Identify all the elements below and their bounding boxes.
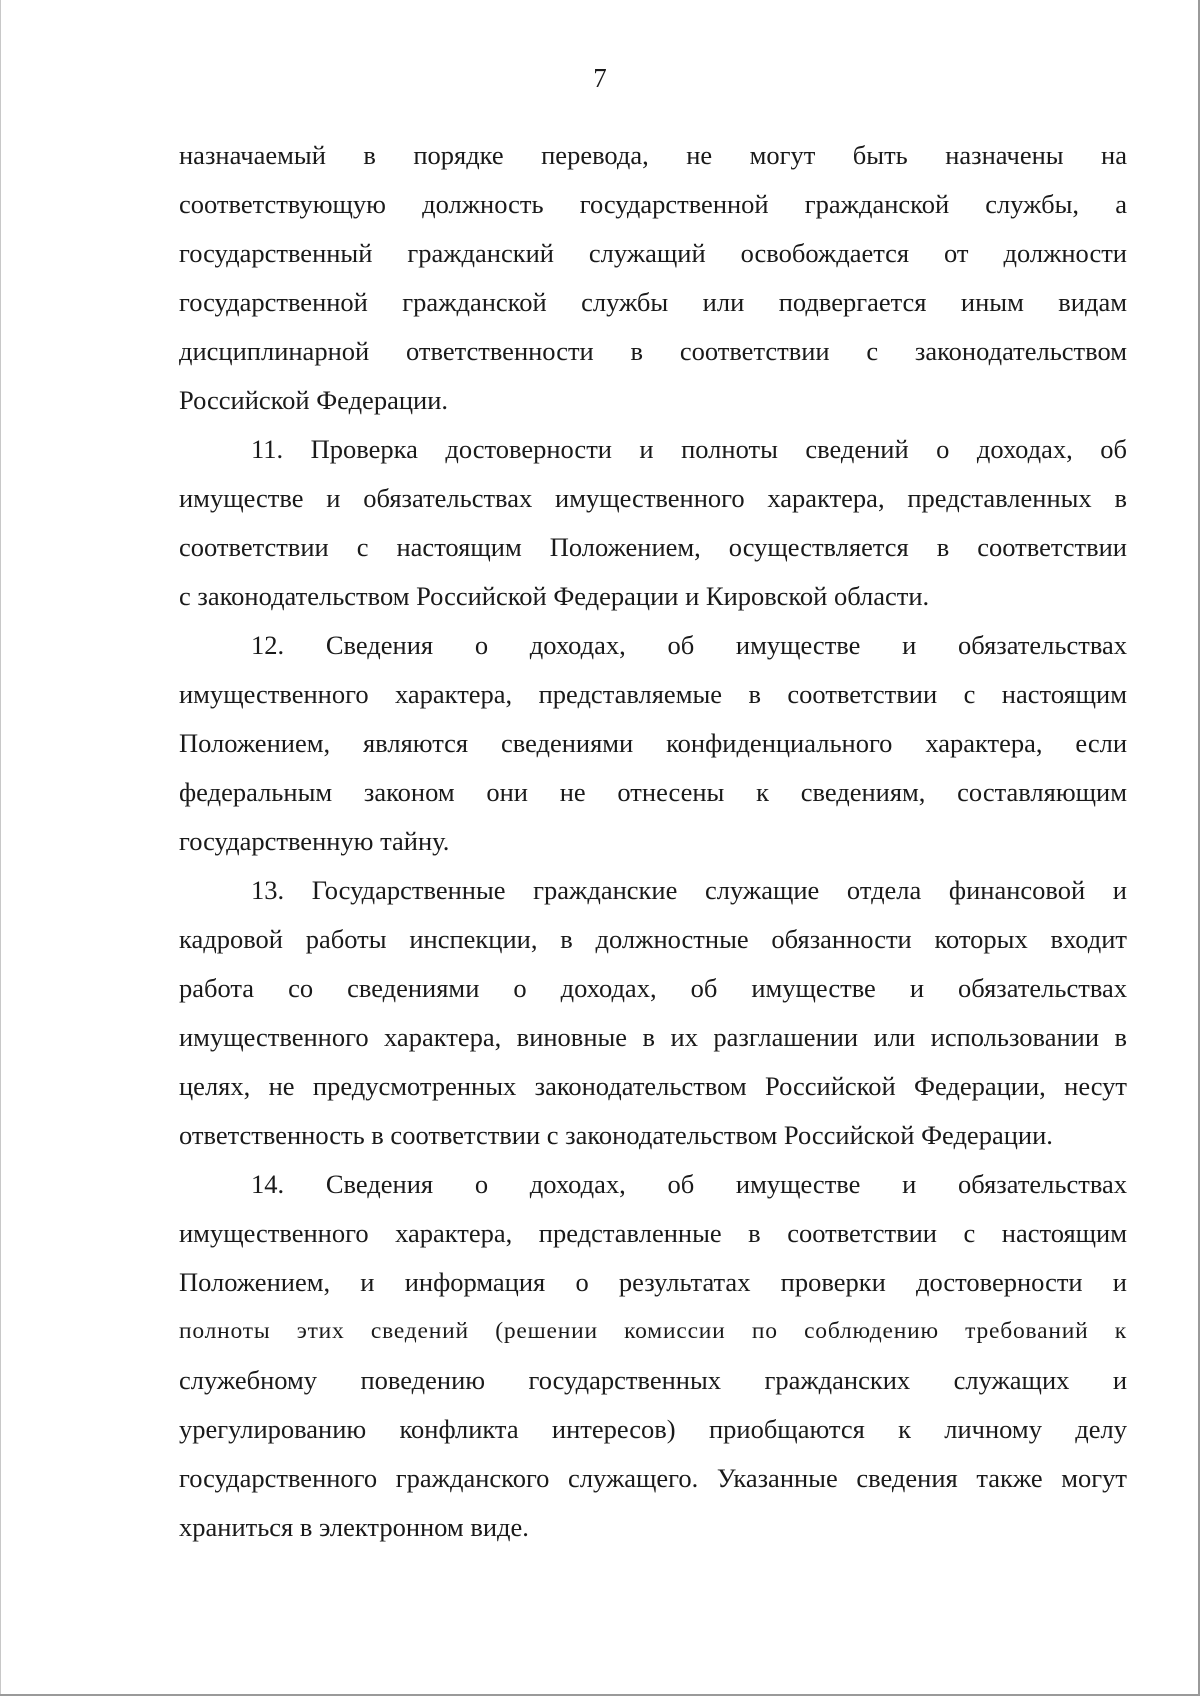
scan-edge-left — [0, 0, 1, 1696]
text-line: храниться в электронном виде. — [179, 1512, 529, 1542]
text-line: государственную тайну. — [179, 826, 450, 856]
text-line: ответственность в соответствии с законодательством Российской Федерации. — [179, 1120, 1053, 1150]
text-line: соответствии с настоящим Положением, осуществляется в соответствии — [179, 532, 1127, 562]
text-line: 11. Проверка достоверности и полноты сведений о доходах, об — [251, 434, 1127, 464]
text-line: 13. Государственные гражданские служащие отдела финансовой и — [251, 875, 1127, 905]
paragraph-11 — [179, 425, 1127, 621]
text-line: Положением, являются сведениями конфиденциального характера, если — [179, 728, 1127, 758]
paragraph-13 — [179, 866, 1127, 1160]
text-line: работа со сведениями о доходах, об имуществе и обязательствах — [179, 973, 1127, 1003]
text-line: государственной гражданской службы или подвергается иным видам — [179, 287, 1127, 317]
paragraph-continuation — [179, 131, 1127, 425]
text-line: урегулированию конфликта интересов) приобщаются к личному делу — [179, 1414, 1127, 1444]
document-body — [179, 131, 1127, 1552]
text-line: 12. Сведения о доходах, об имуществе и обязательствах — [251, 630, 1127, 660]
page-number: 7 — [593, 63, 607, 93]
text-line: Российской Федерации. — [179, 385, 448, 415]
text-line: целях, не предусмотренных законодательством Российской Федерации, несут — [179, 1071, 1127, 1101]
text-line: с законодательством Российской Федерации и Кировской области. — [179, 581, 930, 611]
text-line: государственный гражданский служащий освобождается от должности — [179, 238, 1127, 268]
text-line: дисциплинарной ответственности в соответствии с законодательством — [179, 336, 1127, 366]
paragraph-12 — [179, 621, 1127, 866]
paragraph-14 — [179, 1160, 1127, 1552]
text-line: Положением, и информация о результатах проверки достоверности и — [179, 1267, 1127, 1297]
text-line: федеральным законом они не отнесены к сведениям, составляющим — [179, 777, 1127, 807]
text-line: соответствующую должность государственной гражданской службы, а — [179, 189, 1127, 219]
text-line: государственного гражданского служащего. Указанные сведения также могут — [179, 1463, 1127, 1493]
text-line: имущественного характера, представляемые в соответствии с настоящим — [179, 679, 1127, 709]
text-line: 14. Сведения о доходах, об имуществе и обязательствах — [251, 1169, 1127, 1199]
text-line: полноты этих сведений (решении комиссии по соблюдению требований к — [179, 1318, 1127, 1344]
text-line: имущественного характера, представленные в соответствии с настоящим — [179, 1218, 1127, 1248]
text-line: служебному поведению государственных гражданских служащих и — [179, 1365, 1127, 1395]
text-line: назначаемый в порядке перевода, не могут быть назначены на — [179, 140, 1127, 170]
text-line: кадровой работы инспекции, в должностные обязанности которых входит — [179, 924, 1127, 954]
text-line: имуществе и обязательствах имущественного характера, представленных в — [179, 483, 1127, 513]
text-line: имущественного характера, виновные в их разглашении или использовании в — [179, 1022, 1127, 1052]
